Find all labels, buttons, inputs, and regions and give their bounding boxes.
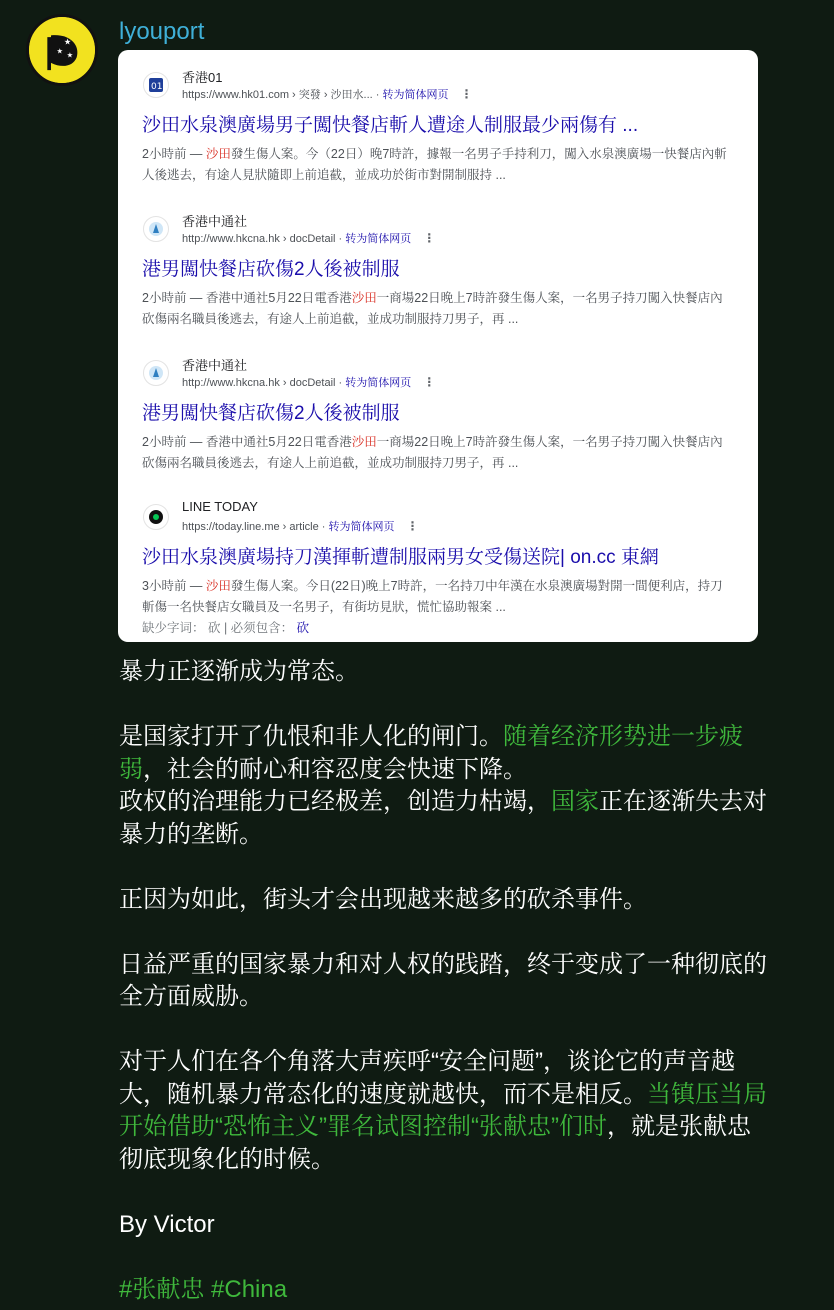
- result-snippet: 2小時前 — 沙田發生傷人案。今（22日）晚7時許，據報一名男子手持利刀，闖入水泉澳廣場一快餐店內斬人後逃去，有途人見狀隨即上前追截，並成功於街市對開制服持 ...: [142, 147, 727, 182]
- translate-link[interactable]: 转为简体网页: [345, 233, 412, 245]
- svg-text:★: ★: [63, 36, 72, 47]
- svg-text:★: ★: [56, 46, 64, 56]
- result-title[interactable]: 沙田水泉澳廣場男子闖快餐店斬人遭途人制服最少兩傷有 ...: [142, 115, 639, 136]
- more-options-icon[interactable]: ⋮: [460, 87, 473, 101]
- more-options-icon[interactable]: ⋮: [406, 519, 419, 533]
- result-title[interactable]: 港男闖快餐店砍傷2人後被制服: [142, 259, 400, 280]
- paragraph: 正因为如此，街头才会出现越来越多的砍杀事件。: [119, 885, 647, 913]
- link[interactable]: 当镇压当局开始借助“恐怖主义”罪名试图控制“张献忠”们时: [119, 1080, 767, 1140]
- source-url: https://www.hk01.com › 突發 › 沙田水... · 转为简体网页 ⋮: [182, 87, 473, 101]
- result-title[interactable]: 沙田水泉澳廣場持刀漢揮斬遭制服兩男女受傷送院| on.cc 東網: [142, 547, 659, 568]
- search-results-screenshot: [118, 50, 758, 642]
- paragraph: 对于人们在各个角落大声疾呼“安全问题”，谈论它的声音越大，随机暴力常态化的速度就越快，而不是相反。当镇压当局开始借助“恐怖主义”罪名试图控制“张献忠”们时，就是张献忠彻底现象化的时候。: [119, 1048, 767, 1173]
- more-options-icon[interactable]: ⋮: [423, 231, 436, 245]
- pirate-party-logo-icon: [29, 17, 95, 83]
- hk01-favicon-icon: [143, 72, 169, 98]
- source-name: 香港中通社: [182, 214, 248, 229]
- svg-text:★: ★: [66, 50, 74, 60]
- svg-text:01: 01: [151, 82, 163, 92]
- paragraph: 日益严重的国家暴力和对人权的践踏，终于变成了一种彻底的全方面威胁。: [119, 950, 767, 1010]
- paragraph: 暴力正逐渐成为常态。: [119, 658, 359, 685]
- sender-name[interactable]: lyouport: [119, 18, 205, 45]
- source-name: 香港01: [182, 70, 223, 85]
- must-include-link[interactable]: 砍: [296, 621, 310, 635]
- paragraph: 是国家打开了仇恨和非人化的闸门。随着经济形势进一步疲弱，社会的耐心和容忍度会快速下降。: [119, 723, 743, 783]
- byline: By Victor: [119, 1210, 215, 1238]
- source-name: 香港中通社: [182, 358, 248, 373]
- avatar[interactable]: [26, 14, 98, 86]
- paragraph: 政权的治理能力已经极差，创造力枯竭，国家正在逐渐失去对暴力的垄断。: [119, 788, 767, 848]
- hkcna-favicon-icon: [143, 216, 169, 242]
- result-snippet: 2小時前 — 香港中通社5月22日電香港沙田一商場22日晚上7時許發生傷人案，一名男子持刀闖入快餐店內砍傷兩名職員後逃去，有途人上前追截，並成功制服持刀男子，再 ...: [142, 291, 723, 326]
- search-result: [142, 206, 734, 330]
- search-result: [142, 494, 734, 639]
- search-result: [142, 350, 734, 474]
- source-url: http://www.hkcna.hk › docDetail · 转为简体网页 ⋮: [182, 231, 436, 245]
- link[interactable]: 随着经济形势进一步疲弱: [119, 723, 743, 783]
- link[interactable]: 国家: [551, 788, 599, 815]
- translate-link[interactable]: 转为简体网页: [328, 521, 395, 533]
- line-today-favicon-icon: [143, 504, 169, 530]
- message-text: [119, 656, 769, 1306]
- missing-words: 缺少字词： 砍 | 必须包含： 砍: [142, 621, 310, 635]
- result-snippet: 2小時前 — 香港中通社5月22日電香港沙田一商場22日晚上7時許發生傷人案，一名男子持刀闖入快餐店內砍傷兩名職員後逃去，有途人上前追截，並成功制服持刀男子，再 ...: [142, 435, 723, 470]
- more-options-icon[interactable]: ⋮: [423, 375, 436, 389]
- result-snippet: 3小時前 — 沙田發生傷人案。今日(22日)晚上7時許，一名持刀中年漢在水泉澳廣場對開一間便利店，持刀斬傷一名快餐店女職員及一名男子，有街坊見狀，慌忙協助報案 ...: [142, 579, 723, 614]
- translate-link[interactable]: 转为简体网页: [345, 377, 412, 389]
- result-title[interactable]: 港男闖快餐店砍傷2人後被制服: [142, 403, 400, 424]
- source-name: LINE TODAY: [182, 499, 258, 514]
- source-url: https://today.line.me › article · 转为简体网页 ⋮: [182, 519, 419, 533]
- hashtags[interactable]: #张献忠 #China: [119, 1275, 288, 1303]
- source-url: http://www.hkcna.hk › docDetail · 转为简体网页 ⋮: [182, 375, 436, 389]
- hkcna-favicon-icon: [143, 360, 169, 386]
- translate-link[interactable]: 转为简体网页: [382, 89, 449, 101]
- search-result: [142, 62, 734, 186]
